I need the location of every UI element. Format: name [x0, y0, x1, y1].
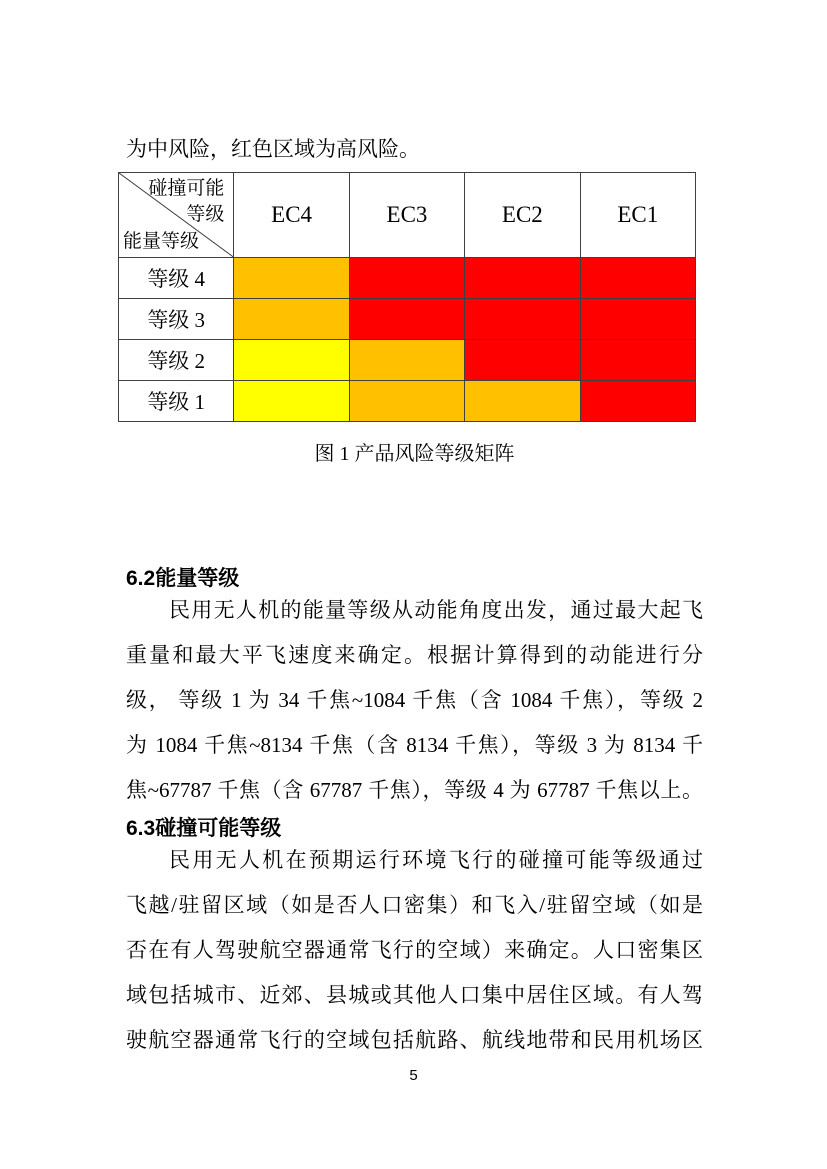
- risk-cell-l4-ec3: [349, 258, 464, 299]
- risk-cell-l1-ec3: [349, 381, 464, 422]
- column-header-ec1: EC1: [580, 173, 695, 258]
- risk-cell-l4-ec2: [465, 258, 580, 299]
- corner-label-collision-level: 碰撞可能: [148, 178, 225, 199]
- column-header-ec3: EC3: [349, 173, 464, 258]
- corner-label-energy-level: 能量等级: [123, 231, 200, 252]
- paragraph-line: 民用无人机的能量等级从动能角度出发，通过最大起飞: [169, 598, 703, 622]
- risk-matrix-table: [118, 172, 696, 422]
- risk-cell-l1-ec1: [580, 381, 695, 422]
- risk-cell-l4-ec1: [580, 258, 695, 299]
- page-number: 5: [409, 1067, 418, 1084]
- matrix-header-row: [119, 173, 696, 258]
- paragraph-line: 级， 等级 1 为 34 千焦~1084 千焦（含 1084 千焦），等级 2: [126, 688, 703, 712]
- risk-cell-l2-ec2: [465, 340, 580, 381]
- paragraph-line: 焦~67787 千焦（含 67787 千焦），等级 4 为 67787 千焦以上。: [126, 778, 703, 802]
- paragraph-line: 否在有人驾驶航空器通常飞行的空域）来确定。人口密集区: [126, 938, 703, 962]
- row-label-level2: 等级 2: [119, 340, 234, 381]
- figure-caption: 图 1 产品风险等级矩阵: [314, 443, 515, 465]
- paragraph-line: 驶航空器通常飞行的空域包括航路、航线地带和民用机场区: [126, 1028, 703, 1052]
- paragraph-line: 民用无人机在预期运行环境飞行的碰撞可能等级通过: [169, 848, 703, 872]
- row-label-level1: 等级 1: [119, 381, 234, 422]
- risk-cell-l3-ec3: [349, 299, 464, 340]
- column-header-ec4: EC4: [234, 173, 349, 258]
- table-row-level4: [119, 258, 696, 299]
- section-6-2-paragraph: [126, 588, 703, 813]
- corner-label-collision-level-line2: 等级: [186, 204, 225, 225]
- paragraph-line: 飞越/驻留区域（如是否人口密集）和飞入/驻留空域（如是: [126, 893, 703, 917]
- risk-cell-l2-ec3: [349, 340, 464, 381]
- row-label-level3: 等级 3: [119, 299, 234, 340]
- section-6-2-heading: 6.2能量等级: [126, 567, 240, 590]
- risk-cell-l1-ec2: [465, 381, 580, 422]
- section-6-3-paragraph: [126, 838, 703, 1063]
- risk-cell-l2-ec1: [580, 340, 695, 381]
- matrix-corner-cell: [119, 173, 234, 258]
- paragraph-line: 重量和最大平飞速度来确定。根据计算得到的动能进行分: [126, 643, 703, 667]
- risk-cell-l4-ec4: [234, 258, 349, 299]
- row-label-level4: 等级 4: [119, 258, 234, 299]
- risk-cell-l3-ec4: [234, 299, 349, 340]
- column-header-ec2: EC2: [465, 173, 580, 258]
- section-6-3-heading: 6.3碰撞可能等级: [126, 817, 282, 840]
- risk-cell-l3-ec2: [465, 299, 580, 340]
- table-row-level2: [119, 340, 696, 381]
- intro-text: 为中风险，红色区域为高风险。: [126, 137, 420, 161]
- risk-cell-l3-ec1: [580, 299, 695, 340]
- paragraph-line: 域包括城市、近郊、县城或其他人口集中居住区域。有人驾: [126, 983, 703, 1007]
- table-row-level3: [119, 299, 696, 340]
- risk-cell-l2-ec4: [234, 340, 349, 381]
- risk-cell-l1-ec4: [234, 381, 349, 422]
- table-row-level1: [119, 381, 696, 422]
- paragraph-line: 为 1084 千焦~8134 千焦（含 8134 千焦），等级 3 为 8134 千: [126, 733, 703, 757]
